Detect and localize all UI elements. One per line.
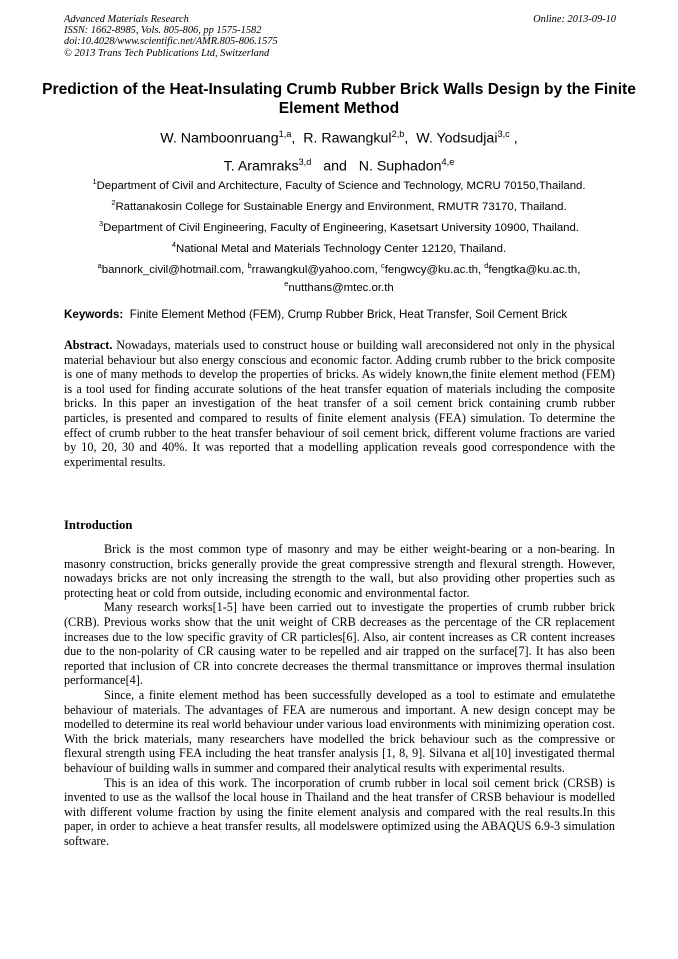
email-link[interactable]: fengwcy@ku.ac.th, [384,263,482,276]
email-link[interactable]: rrawangkul@yahoo.com, [251,263,378,276]
paragraph: This is an idea of this work. The incorporation of crumb rubber in local soil cement brick (CRSB) is invented to use as the wallsof the local house in Thailand and the heat transfer of CRSB behaviour is modelled with different volume fraction by using the finite element analysis and compared with the real results.In this paper, in order to achieve a heat transfer results, all modelswere optimized using the ABAQUS 6.9-3 simulation software. [64,775,615,848]
affiliation-text: Department of Civil and Architecture, Faculty of Science and Technology, MCRU 70150,Thailand. [96,179,586,192]
author-name: W. Namboonruang [160,130,279,147]
affiliation-sup: 2 [111,198,116,207]
paragraph: Since, a finite element method has been successfully developed as a tool to estimate and emulatethe behaviour of materials. The advantages of FEA are numerous and important. A new design concept may be modelled to determine its real world behaviour under various load environments with minimizing operation cost. With the brick materials, many researchers have modelled the brick behaviour such as the compressive or flexural strength using FEA including the heat transfer analysis [1, 8, 9]. Silvana et al[10] investigated thermal behaviour of building walls in summer and compared their analytical results with experimental results. [64,687,615,775]
introduction-body [64,542,615,848]
abstract-text: Nowadays, materials used to construct house or building wall areconsidered not only in the physical material behaviour but also energy conscious and economic factor. Adding crumb rubber to the brick composite is one of many methods to develop the properties of bricks. As widely known,the finite element method (FEM) is a tool used for finding accurate solutions of the heat transfer equation of materials including the composite bricks. In this paper an investigation of the heat transfer of a soil cement brick containing crumb rubber particles, is presented and compared to results of finite element analysis (FEA) simulation. To determine the effect of crumb rubber to the heat transfer behaviour of soil cement brick, different volume fractions are varied by 10, 20, 30 and 40%. It was reported that a modelling application reveals good correspondence with the experimental results. [64,338,615,469]
email-link[interactable]: nutthans@mtec.or.th [288,281,394,294]
author-sup: 3,c [497,129,510,139]
email-link[interactable]: bannork_civil@hotmail.com, [101,263,245,276]
affiliation-sup: 1 [92,177,97,186]
affiliation-sup: 4 [171,240,176,249]
email-sup: b [247,261,252,270]
author-name: N. Suphadon [358,158,442,175]
author-list: W. Namboonruang$^{1,a}$, R. Rawangkul$^{2,b}$, W. Yodsudjai$^{3,c}$ , T. Aramraks$^{3,d}$ and N. Suphadon$^{4,e}$ [160,129,518,175]
affiliation-text: Department of Civil Engineering, Faculty of Engineering, Kasetsart University 10900, Thailand. [103,221,580,234]
issn: ISSN: 1662-8985, Vols. 805-806, pp 1575-1582 [64,25,262,37]
affiliation-sup: 3 [98,219,104,228]
email-sup: c [381,261,385,270]
affiliation-text: National Metal and Materials Technology Center 12120, Thailand. [176,242,507,255]
keywords [64,308,624,322]
online-date: Online: 2013-09-10 [533,14,616,25]
paper-title: Prediction of the Heat-Insulating Crumb Rubber Brick Walls Design by the Finite Element Method [42,81,636,117]
email-sup: e [284,278,289,288]
author-sup: 4,e [441,156,455,167]
email-link[interactable]: fengtka@ku.ac.th, [488,263,581,276]
email-sup: a [97,261,102,270]
abstract-label: Abstract. [64,338,113,352]
paragraph: Brick is the most common type of masonry and may be either weight-bearing or a non-bearing. In masonry construction, bricks generally provide the great compressive strength and flexural strength. However, nowadays bricks are not only increasing the strength to the wall, but also providing other properties such as protecting heat or cold from outside, including economic and environmental factor. [64,542,615,600]
affiliation [40,175,638,193]
author-name: T. Aramraks [223,158,299,175]
affiliation [40,238,638,256]
keywords-text: Finite Element Method (FEM), Crump Rubber Brick, Heat Transfer, Soil Cement Brick [129,308,568,321]
author-sup: 3,d [298,156,312,167]
doi: doi:10.4028/www.scientific.net/AMR.805-806.1575 [64,36,278,48]
author-sup: 1,a [278,129,292,139]
keywords-label: Keywords: [64,308,124,321]
journal-name: Advanced Materials Research [64,14,189,25]
affiliation [40,196,638,214]
email-sup: d [484,261,489,270]
author-name: W. Yodsudjai [416,130,498,147]
journal-header [64,14,616,59]
author-sup: 2,b [391,129,405,139]
section-heading-introduction: Introduction [64,518,133,532]
email-list [40,259,638,295]
affiliation [40,217,638,235]
paragraph: Many research works[1-5] have been carried out to investigate the properties of crumb rubber brick (CRB). Previous works show that the unit weight of CRB decreases as the percentage of the CR replacement increases due to the low specific gravity of CR particles[6]. Also, air content increases as CR content increases due to the non-polarity of CR causing water to be repelled and air trapped on the surface[7]. It has also been reported that inclusion of CR into concrete decreases the thermal transmittance or improves thermal insulation performance[4]. [64,600,615,688]
abstract [64,338,615,469]
affiliation-text: Rattanakosin College for Sustainable Energy and Environment, RMUTR 73170, Thailand. [115,200,567,213]
copyright: © 2013 Trans Tech Publications Ltd, Switzerland [64,47,270,59]
author-and: and [323,158,347,175]
author-name: R. Rawangkul [303,130,392,147]
